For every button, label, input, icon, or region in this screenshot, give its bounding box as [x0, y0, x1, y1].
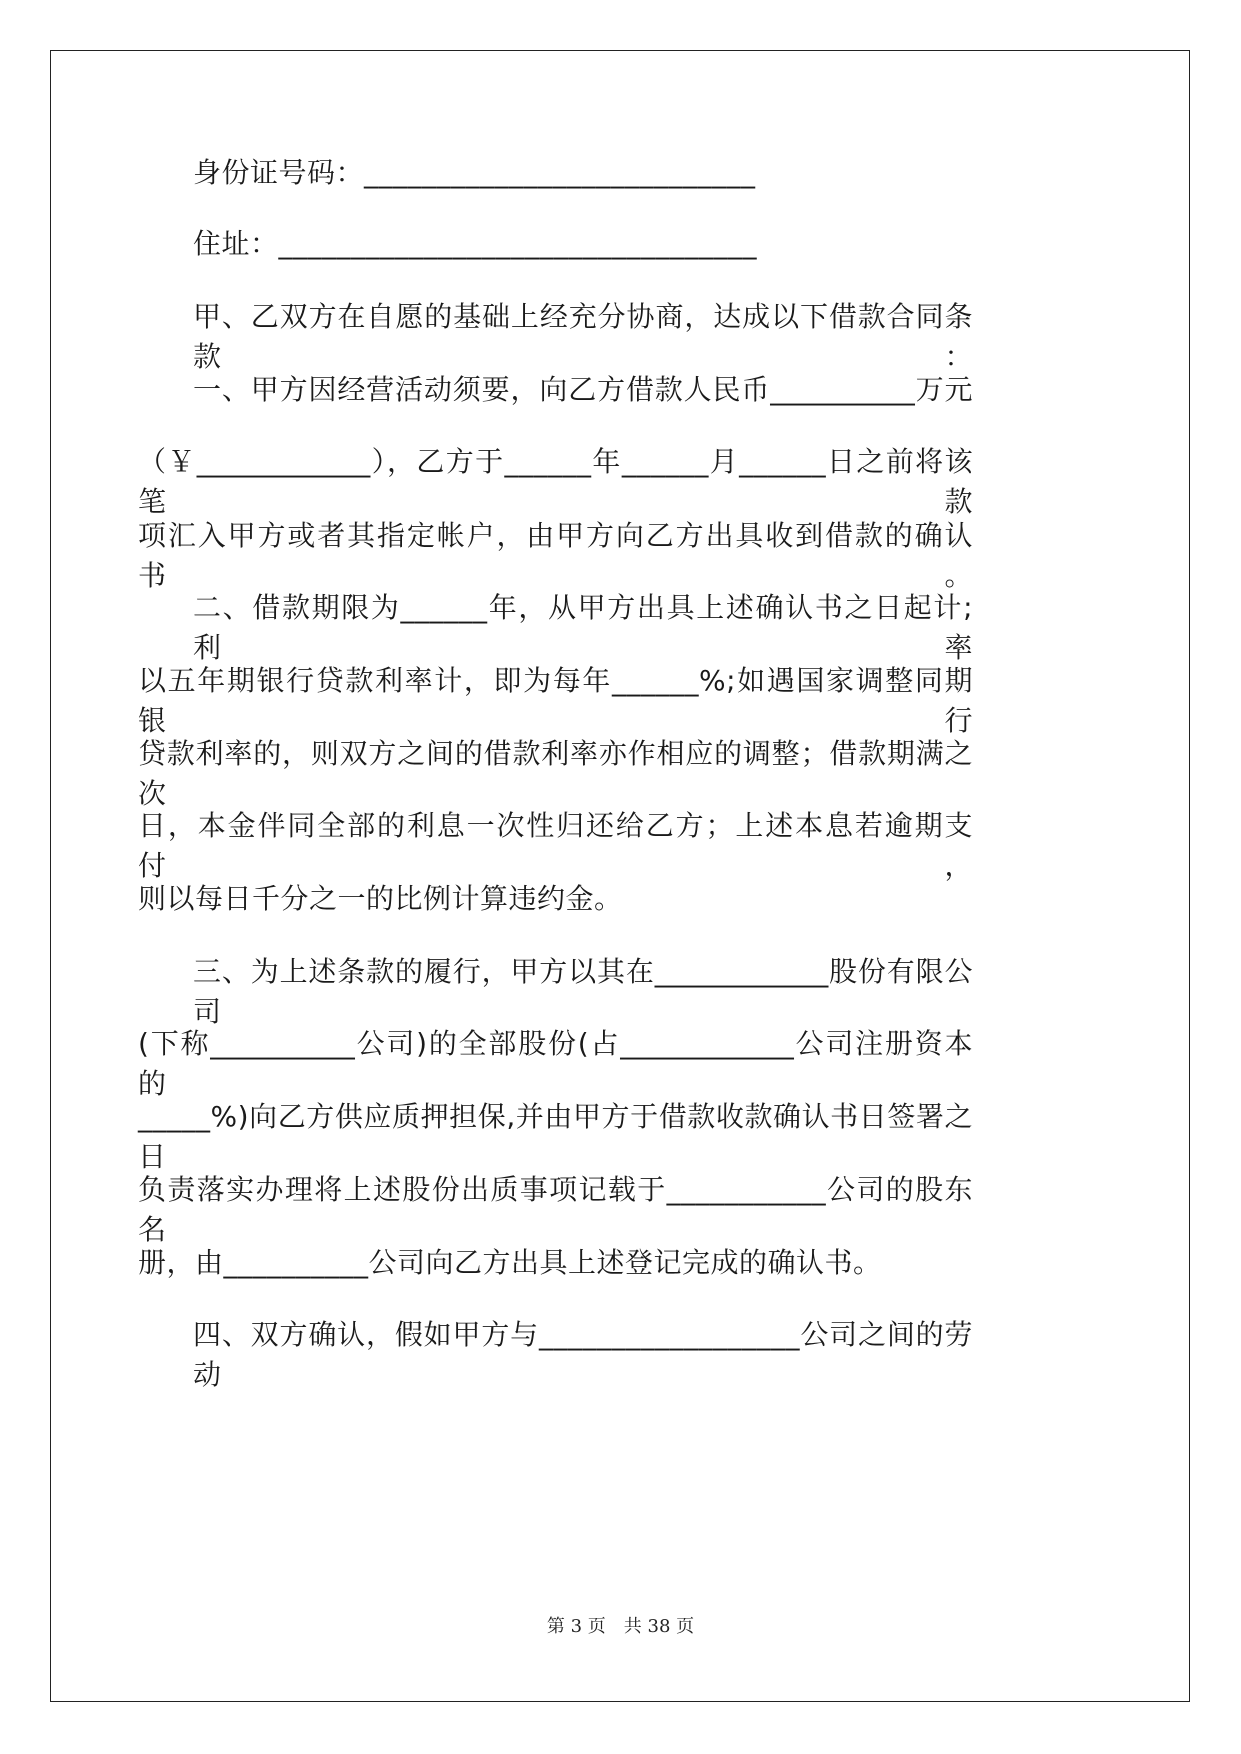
- clause-1-line-3: 项汇入甲方或者其指定帐户，由甲方向乙方出具收到借款的确认书。: [138, 519, 973, 592]
- clause-1-line-1: 一、甲方因经营活动须要，向乙方借款人民币__________万元: [193, 373, 973, 406]
- id-number-line: 身份证号码：___________________________: [193, 156, 756, 189]
- intro-line: 甲、乙双方在自愿的基础上经充分协商，达成以下借款合同条款：: [193, 300, 973, 373]
- clause-4-line-1: 四、双方确认，假如甲方与__________________公司之间的劳动: [193, 1318, 973, 1391]
- clause-3-line-2: (下称__________公司)的全部股份(占____________公司注册资本的: [138, 1027, 973, 1100]
- clause-2-line-5: 则以每日千分之一的比例计算违约金。: [138, 882, 623, 915]
- clause-2-line-1: 二、借款期限为______年，从甲方出具上述确认书之日起计;利率: [193, 591, 973, 664]
- address-line: 住址：_________________________________: [193, 227, 758, 260]
- clause-3-line-1: 三、为上述条款的履行，甲方以其在____________股份有限公司: [193, 955, 973, 1028]
- clause-2-line-3: 贷款利率的，则双方之间的借款利率亦作相应的调整；借款期满之次: [138, 737, 973, 810]
- clause-3-line-5: 册，由__________公司向乙方出具上述登记完成的确认书。: [138, 1246, 882, 1279]
- clause-2-line-2: 以五年期银行贷款利率计，即为每年______%;如遇国家调整同期银行: [138, 664, 973, 737]
- clause-1-line-2: （￥____________），乙方于______年______月______日之前将该笔款: [138, 445, 973, 518]
- clause-2-line-4: 日，本金伴同全部的利息一次性归还给乙方；上述本息若逾期支付，: [138, 809, 973, 882]
- clause-3-line-3: _____%)向乙方供应质押担保,并由甲方于借款收款确认书日签署之日: [138, 1100, 973, 1173]
- clause-3-line-4: 负责落实办理将上述股份出质事项记载于___________公司的股东名: [138, 1173, 973, 1246]
- page-number-footer: 第 3 页 共 38 页: [546, 1616, 695, 1637]
